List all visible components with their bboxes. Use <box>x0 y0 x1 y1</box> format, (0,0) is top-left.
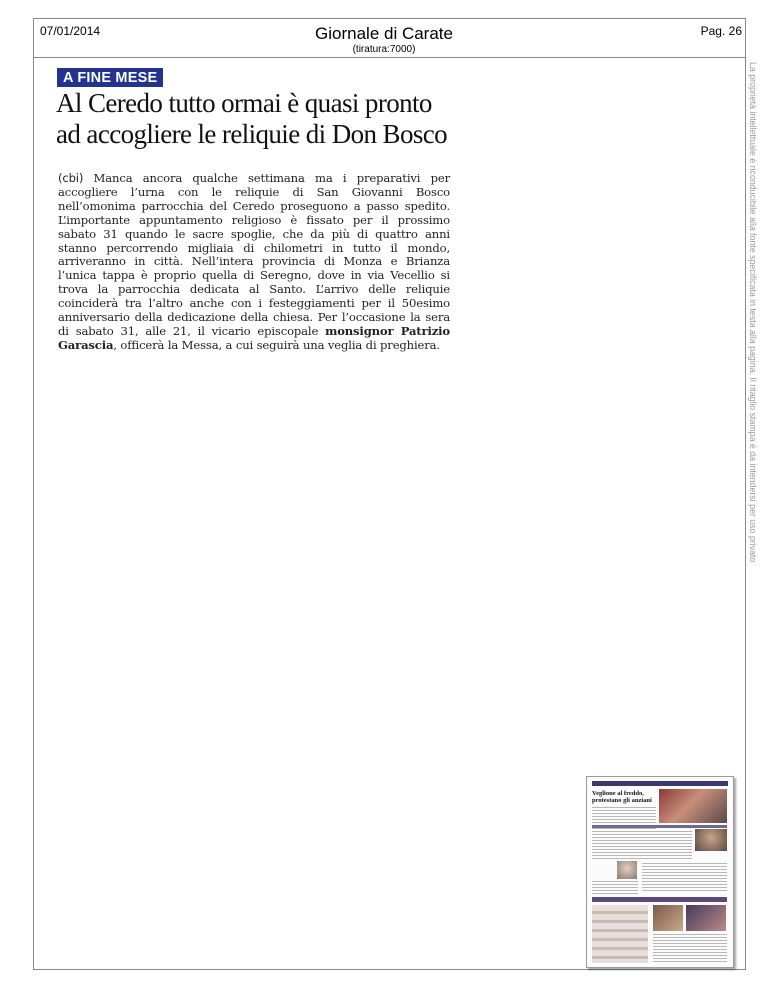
article-headline <box>56 88 456 150</box>
header-divider <box>33 57 746 58</box>
thumb-headline-line-1: Veglione al freddo, <box>592 790 644 797</box>
publication-title: Giornale di Carate <box>315 24 453 43</box>
page-thumbnail[interactable] <box>586 776 734 968</box>
thumb-band-1 <box>592 825 727 828</box>
thumb-headline <box>592 790 654 804</box>
author-tag: (cbi) <box>58 171 84 185</box>
thumb-photo-5 <box>686 905 726 931</box>
thumb-text-5 <box>653 934 727 963</box>
header-date: 07/01/2014 <box>40 24 101 38</box>
body-text-bold-name: monsignor Patrizio Garascia <box>58 323 450 352</box>
article-body <box>58 172 450 353</box>
body-text-part-2: , officerà la Messa, a cui seguirà una veglia di preghiera. <box>113 337 440 352</box>
thumb-photo-1 <box>659 789 727 823</box>
headline-line-1: Al Ceredo tutto ormai è quasi pronto <box>56 88 432 118</box>
thumb-text-3 <box>642 863 727 893</box>
headline-line-2: ad accogliere le reliquie di Don Bosco <box>56 119 448 149</box>
thumb-text-2 <box>592 831 692 859</box>
body-text-part-1: Manca ancora qualche settimana ma i preparativi per accogliere l’urna con le reliquie di San Giovanni Bosco nell’omonima parrocchia del Ceredo proseguono a passo spedito. L’importante appuntamento religioso è fissato per il prossimo sabato 31 quando le sacre spoglie, che da più di quattro anni stanno percorrendo migliaia di chilometri in tutto il mondo, arriveranno in città. Nell’intera provincia di Monza e Brianza l’unica tappa è proprio quella di Seregno, dove in via Vecellio si trova la parrocchia dedicata al Santo. L’arrivo delle reliquie coinciderà tra l’altro anche con i festeggiamenti per il 50esimo anniversario della dedicazione della chiesa. Per l’occasione la sera di sabato 31, alle 21, il vicario episcopale <box>58 171 450 338</box>
copyright-side-note: La proprietà intellettuale è riconducibile alla fonte specificata in testa alla pagina. Il ritaglio stampa è da intendersi per uso privato <box>748 62 758 563</box>
thumb-ad-panel <box>592 905 648 963</box>
thumb-headline-line-2: protestano gli anziani <box>592 797 652 804</box>
page-number: Pag. 26 <box>700 24 742 38</box>
thumb-text-4 <box>592 881 638 895</box>
tiratura-label: (tiratura:7000) <box>352 44 416 55</box>
thumb-photo-4 <box>653 905 683 931</box>
thumb-photo-3 <box>617 861 637 879</box>
thumb-masthead <box>592 781 728 786</box>
thumb-band-2 <box>592 897 727 902</box>
article-kicker: A FINE MESE <box>57 68 163 87</box>
thumb-photo-2 <box>695 829 727 851</box>
